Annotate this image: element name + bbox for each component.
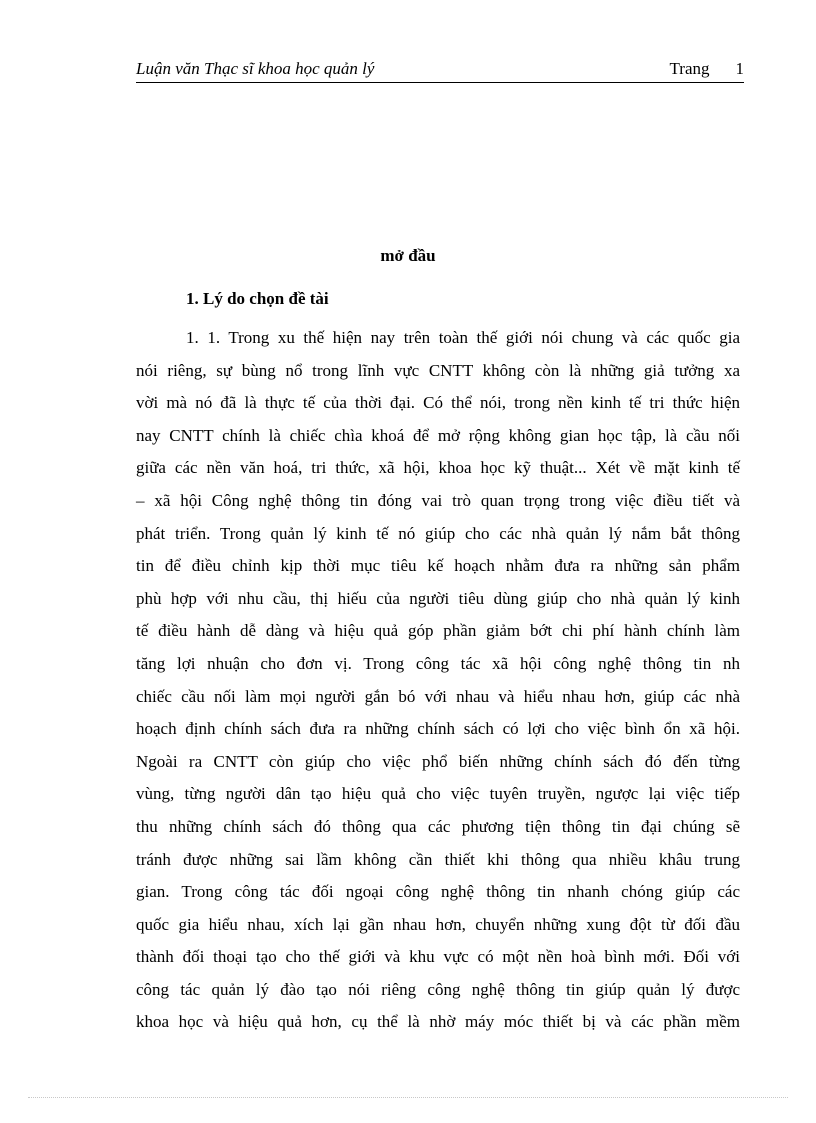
page-indicator <box>670 58 745 80</box>
section-heading: 1. Lý do chọn đề tài <box>186 289 329 308</box>
body-paragraph <box>136 322 740 1039</box>
text-line: chiếc cầu nối làm mọi người gắn bó với nhau và hiểu nhau hơn, giúp các nhà <box>136 686 740 706</box>
text-line: thành đối thoại tạo cho thế giới và khu vực có một nền hoà bình mới. Đối với <box>136 947 740 967</box>
text-line: vời mà nó đã là thực tế của thời đại. Có thể nói, trong nền kinh tế tri thức hiện <box>136 393 740 413</box>
text-line: tế điều hành dễ dàng và hiệu quả góp phần giảm bớt chi phí hành chính làm <box>136 621 740 641</box>
text-line: giữa các nền văn hoá, tri thức, xã hội, khoa học kỹ thuật... Xét về mặt kinh tế <box>136 458 740 478</box>
text-line: tránh được những sai lầm không cần thiết khi thông qua nhiều khâu trung <box>136 849 740 869</box>
page-bottom-divider <box>28 1097 788 1098</box>
text-line: thu những chính sách đó thông qua các phương tiện thông tin đại chúng sẽ <box>136 816 740 836</box>
text-line: nói riêng, sự bùng nổ trong lĩnh vực CNTT không còn là những giả tưởng xa <box>136 360 740 380</box>
text-line: tin để điều chỉnh kịp thời mục tiêu kế hoạch nhằm đưa ra những sản phẩm <box>136 556 740 576</box>
text-line: công tác quản lý đào tạo nói riêng công nghệ thông tin giúp quản lý được <box>136 979 740 999</box>
text-line: vùng, từng người dân tạo hiệu quả cho việc tuyên truyền, ngược lại việc tiếp <box>136 784 740 804</box>
page-label: Trang <box>669 59 710 78</box>
text-line: tăng lợi nhuận cho đơn vị. Trong công tác xã hội công nghệ thông tin nh <box>136 653 740 673</box>
text-line: nay CNTT chính là chiếc chìa khoá để mở rộng không gian học tập, là cầu nối <box>136 425 740 445</box>
thesis-title: Luận văn Thạc sĩ khoa học quản lý <box>136 59 375 78</box>
text-line: quốc gia hiểu nhau, xích lại gần nhau hơn, chuyển những xung đột từ đối đầu <box>136 914 740 934</box>
page-number: 1 <box>735 59 744 78</box>
text-line: – xã hội Công nghệ thông tin đóng vai trò quan trọng trong việc điều tiết và <box>136 490 740 510</box>
text-line: Ngoài ra CNTT còn giúp cho việc phổ biến những chính sách đó đến từng <box>136 751 740 771</box>
text-line: phát triển. Trong quản lý kinh tế nó giúp cho các nhà quản lý nắm bắt thông <box>136 523 740 543</box>
text-line: 1. 1. Trong xu thế hiện nay trên toàn thế giới nói chung và các quốc gia <box>186 328 740 347</box>
text-line: gian. Trong công tác đối ngoại công nghệ thông tin nhanh chóng giúp các <box>136 882 740 902</box>
text-line: hoạch định chính sách đưa ra những chính sách có lợi cho việc bình ổn xã hội. <box>136 719 740 739</box>
text-line: phù hợp với nhu cầu, thị hiếu của người tiêu dùng giúp cho nhà quản lý kinh <box>136 588 740 608</box>
page-header <box>136 58 744 83</box>
text-line: khoa học và hiệu quả hơn, cụ thể là nhờ máy móc thiết bị và các phần mềm <box>136 1012 740 1032</box>
page-title: mở đầu <box>380 246 436 265</box>
